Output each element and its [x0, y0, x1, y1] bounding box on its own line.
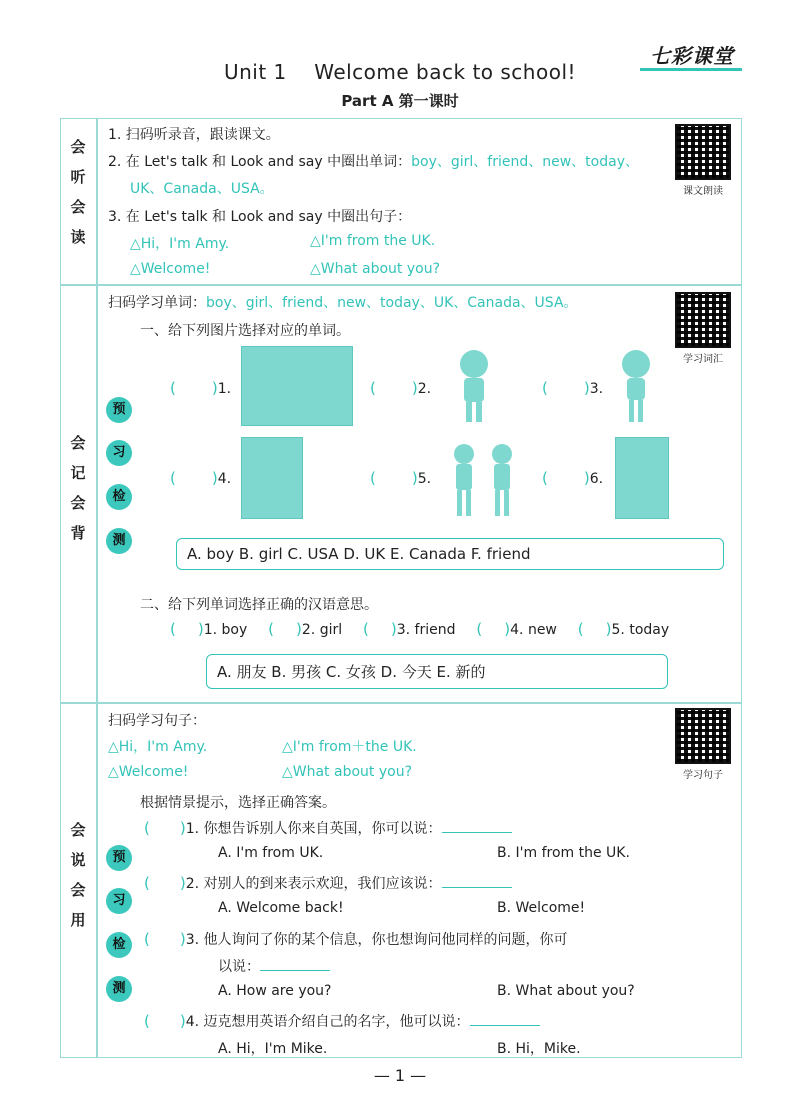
question-text: 1. 你想告诉别人你来自英国，你可以说：: [185, 821, 442, 837]
word-item: 3. friend: [396, 622, 456, 638]
question-4[interactable]: [144, 1011, 540, 1031]
preview-badge: 测: [106, 976, 132, 1002]
question-1[interactable]: [144, 818, 512, 838]
question-3[interactable]: [144, 929, 568, 949]
item-number: 6.: [589, 471, 604, 487]
side-char: 说: [70, 851, 86, 869]
item-number: 2.: [417, 381, 432, 397]
side-char: 背: [70, 524, 86, 542]
qr-label: 学习词汇: [683, 354, 723, 365]
question-text: 3. 他人询问了你的某个信息，你也想询问他同样的问题，你可: [185, 932, 568, 948]
q1-option-a: A. I'm from UK.: [218, 845, 324, 861]
memorize-intro: [108, 292, 578, 312]
listen-item-2-words: boy、girl、friend、new、today、: [411, 154, 639, 170]
section-label-speak: [60, 815, 96, 935]
paren-close: ): [390, 620, 397, 638]
side-char: 读: [70, 228, 86, 246]
paren-open: (: [268, 620, 275, 638]
qr-label: 课文朗读: [683, 186, 723, 197]
q4-option-a: A. Hi，I'm Mike.: [218, 1041, 328, 1057]
q2-option-a: A. Welcome back!: [218, 900, 344, 916]
listen-sentence-2: △I'm from the UK.: [310, 233, 436, 249]
listen-sentence-4: △What about you?: [310, 261, 440, 277]
word-item: 2. girl: [301, 622, 343, 638]
paren-close: ): [296, 620, 302, 638]
paren-close: ): [179, 819, 186, 837]
preview-badge: 测: [106, 528, 132, 554]
side-char: 会: [70, 494, 86, 512]
image-toronto-skyline: [241, 346, 353, 426]
question-2[interactable]: [144, 873, 512, 893]
paren-open: (: [370, 469, 376, 487]
word-item: 1. boy: [203, 622, 248, 638]
speak-sentence-1: △Hi，I'm Amy.: [108, 739, 208, 755]
listen-item-2-words-cont: UK、Canada、USA。: [130, 181, 274, 197]
paren-close: ): [605, 620, 612, 638]
column-divider: [96, 118, 98, 1058]
answer-blank[interactable]: [260, 957, 330, 971]
paren-open: (: [363, 620, 369, 638]
side-char: 记: [70, 464, 86, 482]
item-number: 3.: [589, 381, 604, 397]
paren-close: ): [211, 379, 218, 397]
side-char: 会: [70, 434, 86, 452]
speak-intro: 扫码学习句子：: [108, 713, 206, 729]
paren-open: (: [577, 620, 584, 638]
word-item: 4. new: [510, 622, 557, 638]
side-char: 用: [70, 911, 86, 929]
memorize-intro-words: boy、girl、friend、new、today、UK、Canada、USA。: [206, 295, 578, 311]
paren-close: ): [504, 620, 511, 638]
answer-slot-6[interactable]: [542, 468, 612, 487]
listen-item-2: [108, 151, 639, 171]
paren-open: (: [542, 379, 548, 397]
section-divider-2: [60, 702, 742, 704]
paren-open: (: [476, 620, 483, 638]
answer-blank[interactable]: [442, 819, 512, 833]
item-number: 1.: [217, 381, 232, 397]
image-friends: [444, 440, 524, 520]
side-char: 听: [70, 168, 86, 186]
paren-close: ): [411, 379, 418, 397]
part2-title: 二、给下列单词选择正确的汉语意思。: [140, 597, 378, 613]
q4-option-b: B. Hi，Mike.: [497, 1041, 581, 1057]
preview-badge: 检: [106, 932, 132, 958]
question-text: 4. 迈克想用英语介绍自己的名字，他可以说：: [185, 1014, 470, 1030]
worksheet-frame: [60, 118, 742, 1058]
question-text: 2. 对别人的到来表示欢迎，我们应该说：: [185, 876, 442, 892]
page-title: Unit 1 Welcome back to school!: [223, 60, 577, 84]
paren-open: (: [170, 620, 176, 638]
preview-badge: 预: [106, 845, 132, 871]
memorize-intro-text: 扫码学习单词：: [108, 295, 206, 311]
paren-open: (: [144, 1012, 150, 1030]
paren-open: (: [144, 930, 150, 948]
options-box-2: A. 朋友 B. 男孩 C. 女孩 D. 今天 E. 新的: [206, 654, 668, 689]
preview-badge: 习: [106, 440, 132, 466]
q1-option-b: B. I'm from the UK.: [497, 845, 630, 861]
answer-slot-5[interactable]: [370, 468, 440, 487]
preview-badge: 习: [106, 888, 132, 914]
side-char: 会: [70, 198, 86, 216]
paren-close: ): [583, 469, 590, 487]
answer-slot-4[interactable]: [170, 468, 240, 487]
listen-sentence-3: △Welcome!: [130, 261, 211, 277]
brand-name: 七彩课堂: [650, 44, 734, 68]
answer-slot-3[interactable]: [542, 378, 612, 397]
section-label-listen: [60, 132, 96, 252]
answer-blank[interactable]: [470, 1012, 540, 1026]
paren-close: ): [179, 874, 186, 892]
item-number: 5.: [417, 471, 432, 487]
item-number: 4.: [217, 471, 232, 487]
image-boy: [444, 346, 504, 426]
listen-item-1: 1. 扫码听录音，跟读课文。: [108, 127, 280, 143]
paren-open: (: [542, 469, 548, 487]
paren-close: ): [179, 930, 186, 948]
answer-slot-1[interactable]: [170, 378, 240, 397]
page-number: — 1 —: [373, 1066, 427, 1085]
part1-title: 一、给下列图片选择对应的单词。: [140, 323, 350, 339]
section-divider-1: [60, 284, 742, 286]
preview-badge: 预: [106, 397, 132, 423]
answer-slot-2[interactable]: [370, 378, 440, 397]
paren-close: ): [411, 469, 418, 487]
section-label-memorize: [60, 428, 96, 548]
listen-item-3: 3. 在 Let's talk 和 Look and say 中圈出句子：: [108, 209, 412, 225]
image-girl: [613, 346, 659, 426]
paren-close: ): [583, 379, 590, 397]
page-subtitle: Part A 第一课时: [341, 92, 459, 110]
qr-code-icon[interactable]: [675, 124, 731, 180]
side-char: 会: [70, 881, 86, 899]
preview-badge: 检: [106, 484, 132, 510]
speak-sentence-3: △Welcome!: [108, 764, 189, 780]
qr-code-icon[interactable]: [675, 708, 731, 764]
speak-sentence-2: △I'm from＋the UK.: [282, 739, 417, 755]
word-item: 5. today: [611, 622, 670, 638]
answer-blank[interactable]: [442, 874, 512, 888]
paren-close: ): [197, 620, 204, 638]
image-statue-of-liberty: [241, 437, 303, 519]
question-3-cont: [218, 956, 330, 976]
q3-option-b: B. What about you?: [497, 983, 635, 999]
side-char: 会: [70, 138, 86, 156]
paren-open: (: [170, 469, 176, 487]
image-big-ben: [615, 437, 669, 519]
word-row: [170, 620, 730, 638]
side-char: 会: [70, 821, 86, 839]
speak-instruction: 根据情景提示，选择正确答案。: [140, 795, 336, 811]
speak-sentence-4: △What about you?: [282, 764, 412, 780]
listen-sentence-1: △Hi，I'm Amy.: [130, 236, 230, 252]
paren-close: ): [179, 1012, 186, 1030]
qr-label: 学习句子: [683, 770, 723, 781]
paren-open: (: [144, 819, 150, 837]
paren-open: (: [170, 379, 176, 397]
qr-code-icon[interactable]: [675, 292, 731, 348]
options-box-1: A. boy B. girl C. USA D. UK E. Canada F. friend: [176, 538, 724, 570]
paren-open: (: [144, 874, 150, 892]
paren-open: (: [370, 379, 376, 397]
question-text: 以说：: [218, 959, 260, 975]
paren-close: ): [211, 469, 218, 487]
q3-option-a: A. How are you?: [218, 983, 332, 999]
q2-option-b: B. Welcome!: [497, 900, 586, 916]
listen-item-2-text: 2. 在 Let's talk 和 Look and say 中圈出单词：: [108, 154, 412, 170]
